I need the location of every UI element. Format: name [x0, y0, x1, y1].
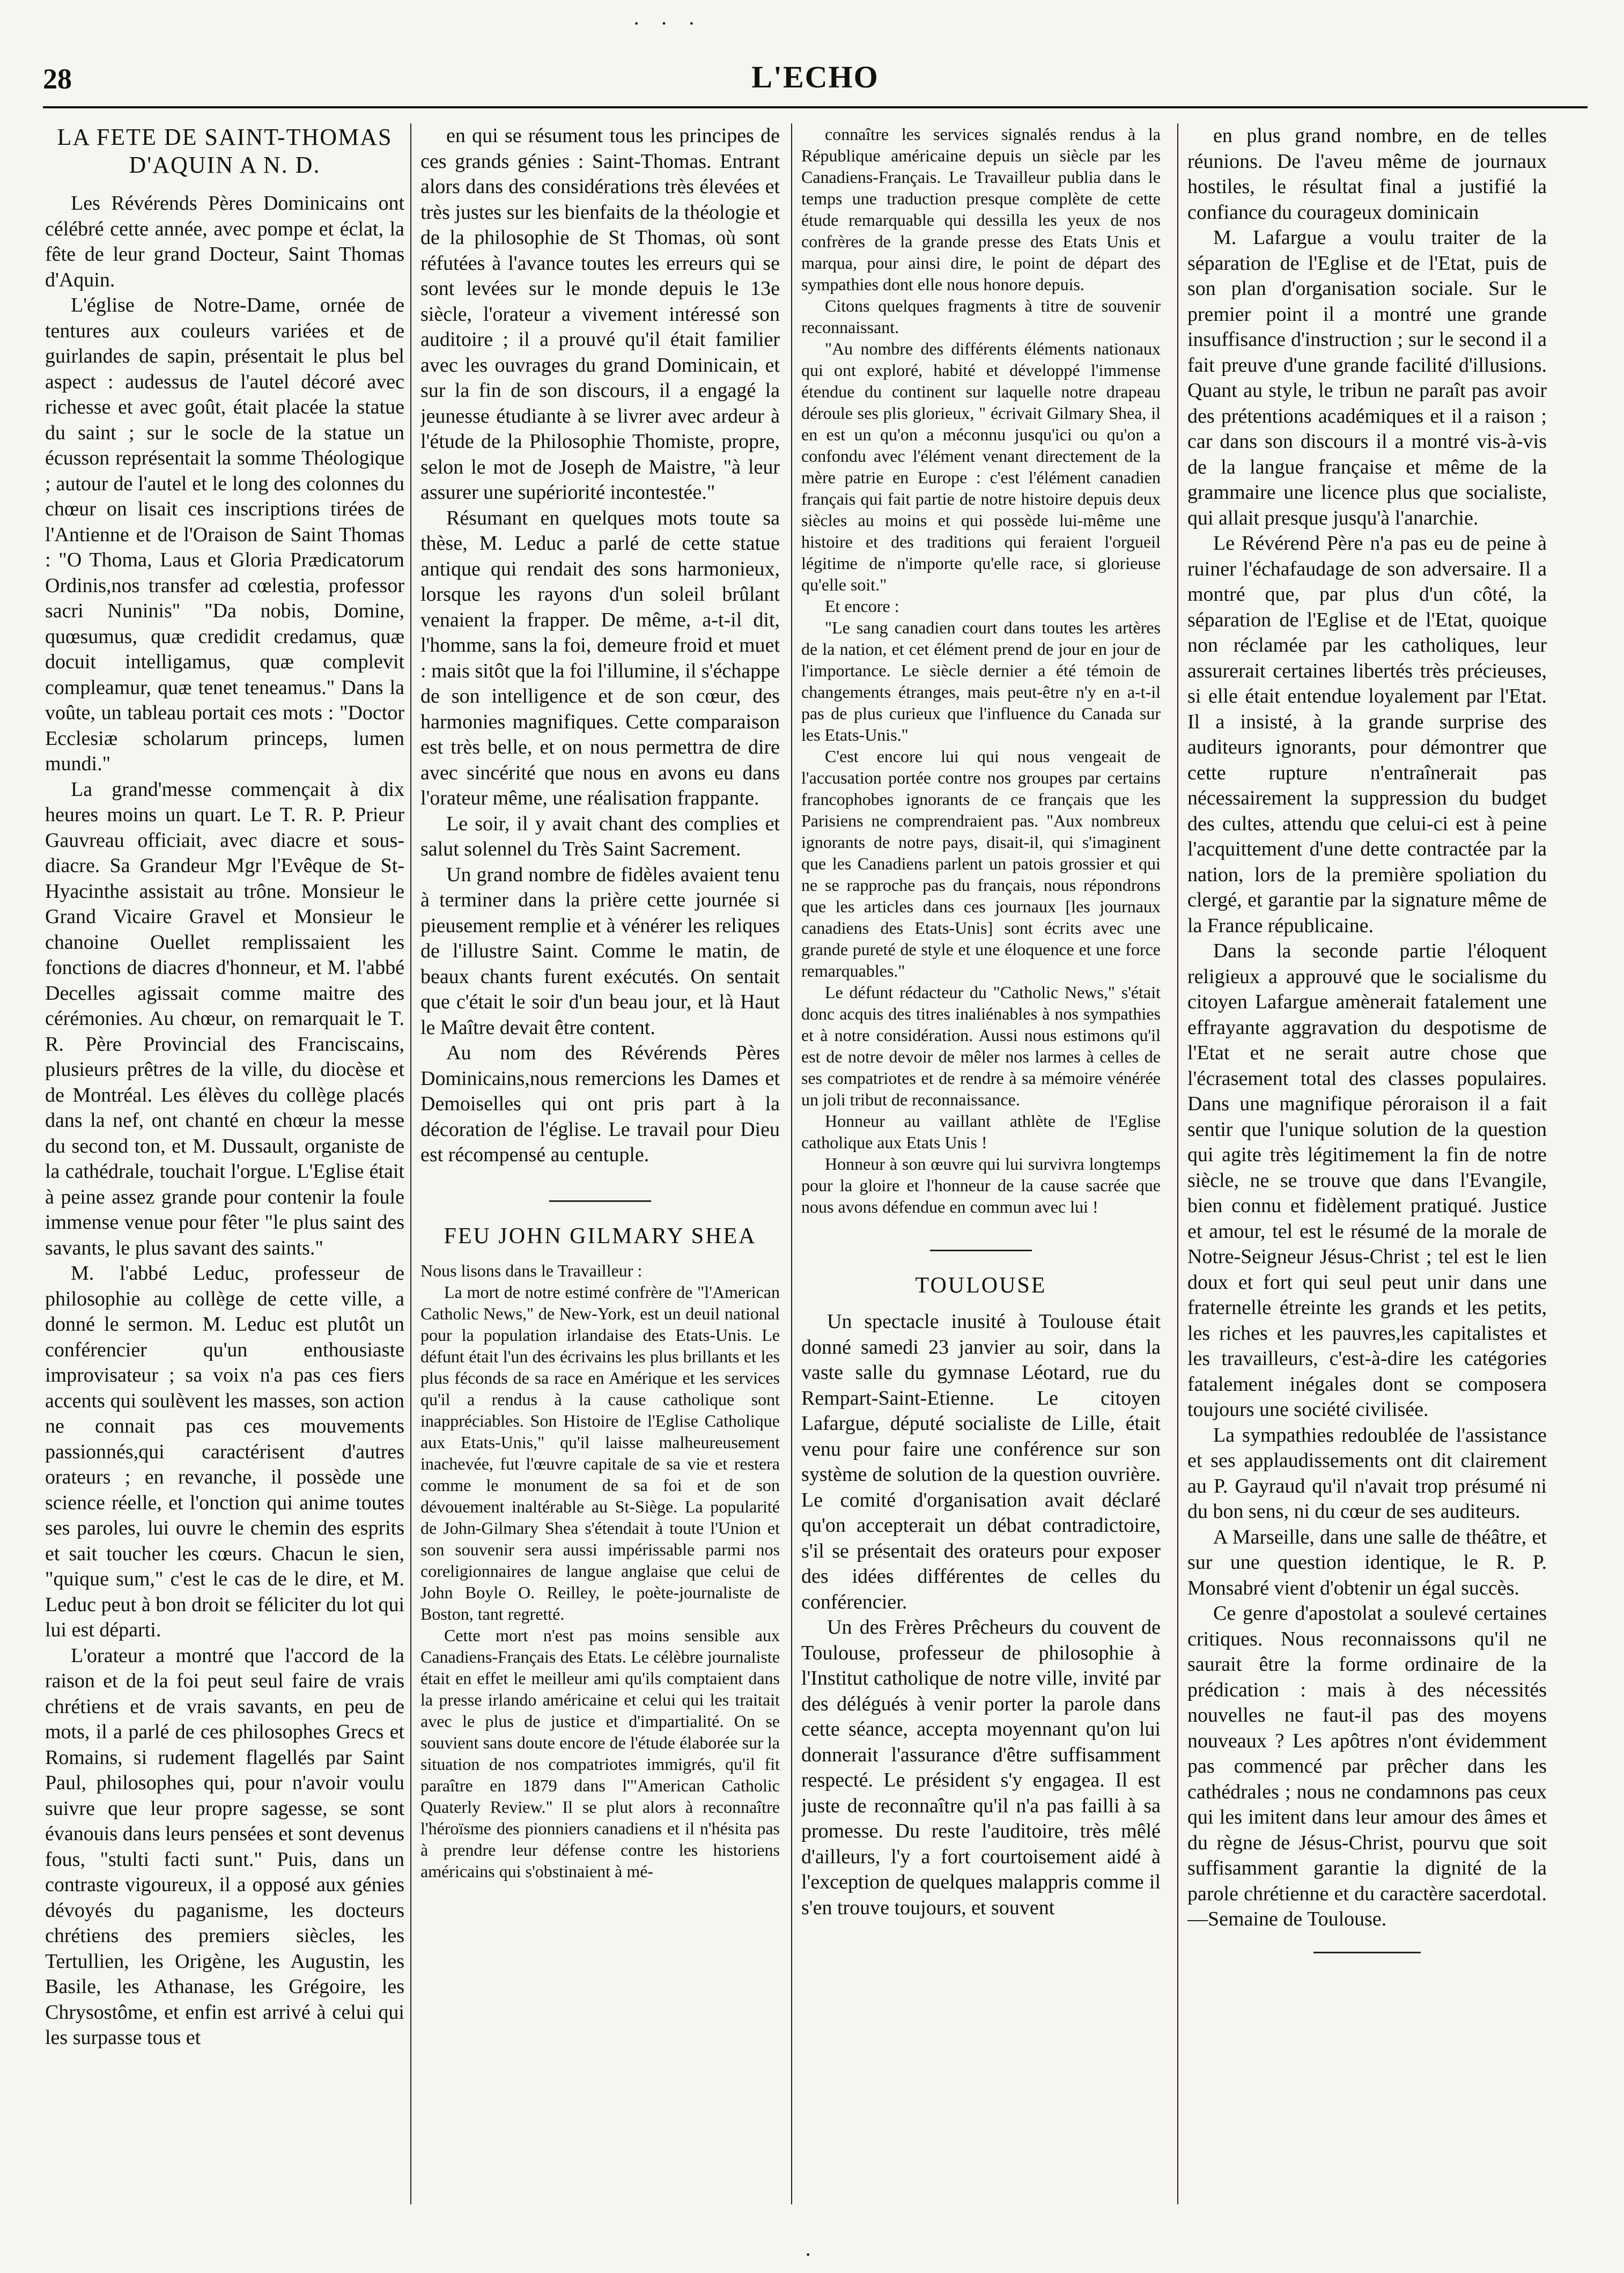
paragraph: "Au nombre des différents éléments nationaux qui ont exploré, habité et développé l'immense étendue du continent sur laquelle notre drapeau déroule ses plis glorieux, " écrivait Gilmary Shea, il en est un qu'on a méconnu jusqu'ici ou qu'on a confondu avec l'élément venant directement de la mère patrie en Europe : c'est l'élément canadien français qui fait partie de notre histoire depuis deux siècles au moins et qui possède lui-même une histoire et des traditions qui feraient l'orgueil légitime de n'importe qu'elle race, si glorieuse qu'elle soit.": [801, 339, 1161, 594]
paragraph: Honneur à son œuvre qui lui survivra longtemps pour la gloire et l'honneur de la cause sacrée que nous avons défendue en commun avec lui !: [801, 1154, 1161, 1216]
paragraph: Et encore :: [825, 596, 899, 616]
end-rule: [1313, 1952, 1421, 1953]
toulouse-article: [801, 1309, 1161, 1921]
paragraph: C'est encore lui qui nous vengeait de l'accusation portée contre nos groupes par certains francophobes ignorants de ce français que les Parisiens ne comprendraient pas. "Aux nombreux ignorants de notre pays, disait-il, qui s'imaginent que les Canadiens parlent un patois grossier et qui ne se rapproche pas du français, nous répondrons que les articles dans ces journaux [les journaux canadiens des Etats-Unis] sont écrits avec une grande pureté de style et une éloquence et une force remarquables.": [801, 747, 1161, 980]
toulouse-headline: TOULOUSE: [915, 1273, 1047, 1298]
print-specks: ···: [633, 11, 715, 35]
paragraph: A Marseille, dans une salle de théâtre, et sur une question identique, le R. P. Monsabré vient d'obtenir un égal succès.: [1187, 1525, 1547, 1599]
article-continuation: [420, 123, 780, 1168]
paragraph: La mort de notre estimé confrère de "l'American Catholic News," de New-York, est un deuil national pour la population irlandaise des Etats-Unis. Le défunt était l'un des écrivains les plus brillants et les plus féconds de sa race en Amérique et les services qu'il a rendus à la cause catholique sont inappréciables. Son Histoire de l'Eglise Catholique aux Etats-Unis," qu'il laisse malheureusement inachevée, fut l'œuvre capitale de sa vie et restera comme le monument de sa foi et de son dévouement inaltérable au St-Siège. La popularité de John-Gilmary Shea s'étendait à toute l'Union et son souvenir sera aussi impérissable parmi nos coreligionnaires de langue anglaise que celui de John Boyle O. Reilley, le poète-journaliste de Boston, tant regretté.: [420, 1282, 780, 1623]
journal-title: L'ECHO: [751, 60, 879, 94]
column-3: [801, 123, 1161, 2204]
column-1: [45, 123, 404, 2204]
column-rule: [410, 123, 411, 2204]
paragraph: Honneur au vaillant athlète de l'Eglise catholique aux Etats Unis !: [801, 1111, 1161, 1152]
column-2: [420, 123, 780, 2204]
paragraph: Le soir, il y avait chant des complies et salut solennel du Très Saint Sacrement.: [420, 812, 780, 860]
paragraph: M. l'abbé Leduc, professeur de philosophie au collège de cette ville, a donné le sermon. M. Leduc est plutôt un conférencier qu'un enthousiaste improvisateur ; sa voix n'a pas ces fiers accents qui soulèvent les masses, son action ne connait pas ces mouvements passionnés,qui caractérisent d'autres orateurs ; en revanche, il possède une science réelle, et l'onction qui anime toutes ses paroles, lui ouvre le chemin des esprits et sait toucher les cœurs. Chacun le sien, "quique sum," c'est le cas de le dire, et M. Leduc peut à bon droit se féliciter du lot qui lui est départi.: [45, 1262, 404, 1641]
paragraph: Ce genre d'apostolat a soulevé certaines critiques. Nous reconnaissons qu'il ne saurait être la forme ordinaire de la prédication : mais à des nécessités nouvelles ne faut-il pas des moyens nouveaux ? Les apôtres n'ont évidemment pas commencé par prêcher dans les cathédrales ; nous ne condamnons pas ceux qui les imitent dans leur amour des âmes et du règne de Jésus-Christ, pourvu que soit suffisamment garantie la dignité de la parole chrétienne et du caractère sacerdotal.—Semaine de Toulouse.: [1187, 1602, 1547, 1930]
paragraph: Un des Frères Prêcheurs du couvent de Toulouse, professeur de philosophie à l'Institut catholique de notre ville, invité par des délégués à venir porter la parole dans cette séance, accepta moyennant qu'on lui donnerait l'assurance d'être suffisamment respecté. Le président s'y engagea. Il est juste de reconnaître qu'il n'a pas failli à sa promesse. Du reste l'auditoire, très mêlé d'ailleurs, l'y a fort courtoisement aidé à l'exception de quelques malappris comme il s'en trouve toujours, et souvent: [801, 1616, 1161, 1919]
paragraph: Le défunt rédacteur du "Catholic News," s'était donc acquis des titres inaliénables à nos sympathies et à notre considération. Aussi nous estimons qu'il est de notre devoir de mêler nos larmes à celles de ses compatriotes et de rendre à sa mémoire vénérée un joli tribut de reconnaissance.: [801, 983, 1161, 1109]
shea-intro: Nous lisons dans le Travailleur :: [420, 1260, 643, 1280]
paragraph: Les Révérends Pères Dominicains ont célébré cette année, avec pompe et éclat, la fête de leur grand Docteur, Saint Thomas d'Aquin.: [45, 192, 404, 291]
paragraph: M. Lafargue a voulu traiter de la séparation de l'Eglise et de l'Etat, puis de son plan d'organisation sociale. Sur le premier point il a montré une grande insuffisance d'instruction ; sur le second il a fait preuve d'une grande facilité d'illusions. Quant au style, le tribun ne paraît pas avoir des prétentions académiques et il a raison ; car dans son discours il a montré vis-à-vis de la langue française et même de la grammaire une licence plus que socialiste, qui allait presque jusqu'à l'anarchie.: [1187, 226, 1547, 529]
paragraph: L'église de Notre-Dame, ornée de tentures aux couleurs variées et de guirlandes de sapin, présentait le plus bel aspect : audessus de l'autel décoré avec richesse et avec goût, était placée la statue du saint ; sur le socle de la statue un écusson représentait la somme Théologique ; autour de l'autel et le long des colonnes du chœur on lisait ces inscriptions tirées de l'Antienne et de l'Oraison de Saint Thomas : "O Thoma, Laus et Gloria Prædicatorum Ordinis,nos transfer ad cœlestia, professor sacri Nuninis" "Da nobis, Domine, quœsumus, quæ credidit credamus, quæ docuit intelligamus, quæ complevit compleamur, quæ tenet teneamus." Dans la voûte, un tableau portait ces mots : "Doctor Ecclesiæ scholarum princeps, lumen mundi.": [45, 294, 404, 775]
shea-headline: FEU JOHN GILMARY SHEA: [444, 1223, 757, 1249]
paragraph: Un spectacle inusité à Toulouse était donné samedi 23 janvier au soir, dans la vaste salle du gymnase Léotard, rue du Rempart-Saint-Etienne. Le citoyen Lafargue, député socialiste de Lille, était venu pour faire une conférence sur son système de solution de la question ouvrière. Le comité d'organisation avait déclaré qu'on accepterait un débat contradictoire, s'il se présentait des orateurs pour exposer des idées différentes de celles du conférencier.: [801, 1310, 1161, 1613]
shea-article: [420, 1260, 780, 1882]
paragraph: Cette mort n'est pas moins sensible aux Canadiens-Français des Etats. Le célèbre journaliste était en effet le meilleur ami qu'ils comptaient dans la presse irlando américaine et celui qui les traitait avec le plus de justice et d'impartialité. On se souvient sans doute encore de l'étude élaborée sur la situation de nos compatriotes immigrés, qu'il fit paraître en 1879 dans l'"American Catholic Quaterly Review." Il se plut alors à reconnaître l'héroïsme des pionniers canadiens et il n'hésita pas à prendre leur défense contre les historiens américains qui s'obstinaient à mé-: [420, 1625, 780, 1881]
header-rule: [43, 106, 1588, 108]
shea-continuation: [801, 123, 1161, 1217]
paragraph: Dans la seconde partie l'éloquent religieux a approuvé que le socialisme du citoyen Lafargue amènerait fatalement une effrayante aggravation du despotisme de l'Etat et ne serait autre chose que l'écrasement total des classes populaires. Dans une magnifique péroraison il a fait sentir que l'unique solution de la question qui agite très légitimement la fin de notre siècle, ne se trouve que dans l'Evangile, bien connu et fidèlement pratiqué. Justice et amour, tel est le résumé de la morale de Notre-Seigneur Jésus-Christ ; tel est le lien doux et fort qui seul peut unir dans une fraternelle étreinte les grands et les petits, les riches et les pauvres,les capitalistes et les travailleurs, c'est-à-dire les catégories fatalement inégales dont se composera toujours une société civilisée.: [1187, 940, 1547, 1421]
paragraph: en qui se résument tous les principes de ces grands génies : Saint-Thomas. Entrant alors dans des considérations très élevées et très justes sur les bienfaits de la théologie et de la philosophie de St Thomas, où sont réfutées à l'avance toutes les erreurs qui se sont levées sur le monde depuis le 13e siècle, l'orateur a vivement intéressé son auditoire ; il a prouvé qu'il était familier avec les ouvrages du grand Dominicain, et sur la fin de son discours, il a engagé la jeunesse étudiante à se livrer avec ardeur à l'étude de la Philosophie Thomiste, propre, selon le mot de Joseph de Maistre, "à leur assurer une supériorité incontestée.": [420, 124, 780, 504]
column-rule: [1177, 123, 1178, 2204]
paragraph: La grand'messe commençait à dix heures moins un quart. Le T. R. P. Prieur Gauvreau officiait, avec diacre et sous-diacre. Sa Grandeur Mgr l'Evêque de St-Hyacinthe assistait au trône. Monsieur le Grand Vicaire Gravel et Monsieur le chanoine Ouellet remplissaient les fonctions de diacres d'honneur, et M. l'abbé Decelles agissait comme maitre des cérémonies. Au chœur, on remarquait le T. R. Père Provincial des Franciscains, plusieurs prêtres de la ville, du diocèse et de Montréal. Les élèves du collège placés dans la nef, ont chanté en chœur la messe du second ton, et M. Dussault, organiste de la cathédrale, touchait l'orgue. L'Eglise était à peine assez grande pour contenir la foule immense venue pour fêter "le plus saint des savants, le plus savant des saints.": [45, 778, 404, 1259]
paragraph: Au nom des Révérends Pères Dominicains,nous remercions les Dames et Demoiselles qui ont pris part à la décoration de l'église. Le travail pour Dieu est récompensé au centuple.: [420, 1042, 780, 1166]
paragraph: Citons quelques fragments à titre de souvenir reconnaissant.: [801, 296, 1161, 337]
paragraph: La sympathies redoublée de l'assistance et ses applaudissements ont dit clairement au P. Gayraud qu'il n'avait trop présumé ni du bon sens, ni du cœur de ses auditeurs.: [1187, 1423, 1547, 1523]
paragraph: "Le sang canadien court dans toutes les artères de la nation, et cet élément prend de jour en jour de l'importance. Le siècle dernier a été témoin de changements étranges, mais peut-être n'y en a-t-il pas de plus curieux que l'influence du Canada sur les Etats-Unis.": [801, 618, 1161, 744]
paragraph: en plus grand nombre, en de telles réunions. De l'aveu même de journaux hostiles, le résultat final a justifié la confiance du courageux dominicain: [1187, 124, 1547, 224]
page-header: [43, 59, 1588, 102]
print-speck: ·: [804, 2242, 812, 2267]
column-rule: [791, 123, 792, 2204]
page-number: 28: [43, 63, 72, 95]
section-divider: [930, 1250, 1032, 1251]
paragraph: connaître les services signalés rendus à la République américaine depuis un siècle par les Canadiens-Français. Le Travailleur publia dans le temps une traduction presque complète de cette étude remarquable qui dessilla les yeux de nos confrères de la grande presse des Etats Unis et marqua, pour ainsi dire, le point de départ des sympathies dont elle nous honore depuis.: [801, 124, 1161, 294]
article-headline: LA FETE DE SAINT-THOMAS D'AQUIN A N. D.: [57, 124, 393, 178]
section-divider: [549, 1200, 651, 1202]
paragraph: Résumant en quelques mots toute sa thèse, M. Leduc a parlé de cette statue antique qui rendait des sons harmonieux, lorsque les rayons d'un soleil brûlant venaient la frapper. De même, a-t-il dit, l'homme, sans la foi, demeure froid et muet : mais sitôt que la foi l'illumine, il s'échappe de son intelligence et de son cœur, des harmonies magnifiques. Cette comparaison est très belle, et on nous permettra de dire avec sincérité que nous en avons eu dans l'orateur même, une réalisation frappante.: [420, 506, 780, 809]
paragraph: Un grand nombre de fidèles avaient tenu à terminer dans la prière cette journée si pieusement remplie et à vénérer les reliques de l'illustre Saint. Comme le matin, de beaux chants furent exécutés. On sentait que c'était le soir d'un beau jour, et là Haut le Maître devait être content.: [420, 863, 780, 1039]
paragraph: Le Révérend Père n'a pas eu de peine à ruiner l'échafaudage de son adversaire. Il a montré que, par plus d'un côté, la séparation de l'Eglise et de l'Etat, quoique non réclamée par les catholiques, leur assurerait certaines libertés très précieuses, si elle était entendue loyalement par l'Etat. Il a insisté, à la grande surprise des auditeurs ignorants, pour démontrer que cette rupture n'entraînerait pas nécessairement la suppression du budget des cultes, attendu que celui-ci est à peine l'acquittement d'une dette contractée par la nation, lors de la première spoliation du clergé, et garantie par la signature même de la France républicaine.: [1187, 532, 1547, 937]
paragraph: L'orateur a montré que l'accord de la raison et de la foi peut seul faire de vrais chrétiens et de vrais savants, en peu de mots, il a parlé de ces philosophes Grecs et Romains, si rudement flagellés par Saint Paul, philosophes qui, pour n'avoir voulu suivre que leur propre sagesse, se sont évanouis dans leurs pensées et sont devenus fous, "stulti facti sunt." Puis, dans un contraste vigoureux, il a opposé aux génies dévoyés du paganisme, les docteurs chrétiens des premiers siècles, les Tertullien, les Origène, les Augustin, les Basile, les Athanase, les Grégoire, les Chrysostôme, et enfin est arrivé à celui qui les surpasse tous et: [45, 1644, 404, 2049]
column-4: [1187, 123, 1547, 2204]
